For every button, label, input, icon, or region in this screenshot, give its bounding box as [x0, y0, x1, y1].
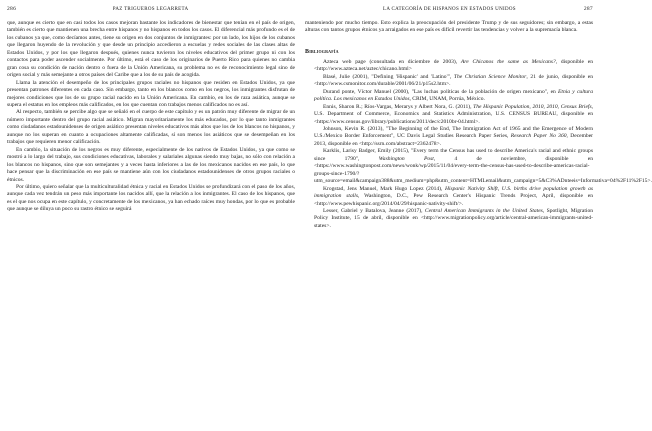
left-body [7, 20, 295, 214]
bibliography-entry: Johnson, Kevin R. (2013), "The Beginning of the End, The Immigration Act of 1965 and the Emergence of Modern U.S./Mexico Border Enforcement", UC Davis Legal Studies Research Paper Series, Research Paper No 360, December 2013, disponible en <http://ssrn.com/abstract=2362478>. [314, 125, 594, 147]
paragraph: En cambio, la situación de los negros es muy diferente, especialmente de los nativos de Estados Unidos, ya que como se mostró a lo largo del trabajo, sus condiciones educativas, laborales y salariales algunas siendo muy bajas, no sólo con relación a los blancos no hispanos, sino que son semejantes y a veces hasta inferiores a las de los mexicanos nacidos en ese país, lo que hace pensar que la discriminación en ese país se mantiene aún con los ciudadanos estadounidenses de otros grupos raciales o étnicos. [7, 146, 295, 183]
paragraph: Al respecto, también se percibe algo que se señaló en el cuerpo de este capítulo y es un patrón muy diferente de migrar de un número importante dentro del grupo racial asiático. Migran mayoritariamente los más educados, por lo que tanto inmigrantes como ciudadanos estadounidenses de origen asiático presentan niveles educativos más altos que los de los blancos no hispanos, y aunque no los superan en cuanto a ocupaciones altamente calificadas, sí son menos los asiáticos que se desempeñan en los trabajos que requieren menor calificación. [7, 109, 295, 146]
paragraph: manteniendo por mucho tiempo. Esto explica la preocupación del presidente Trump y de sus seguidores; sin embargo, a estas alturas con tantos grupos étnicos ya arraigados en ese país es difícil revertir las tendencias y volver a la supremacía blanca. [305, 20, 593, 34]
right-page [305, 6, 652, 431]
paragraph: Por último, quiero señalar que la multiculturalidad étnica y racial en Estados Unidos se profundizará con el paso de los años, aunque cada vez tendrán un peso más importante los nacidos allí, que la relación a los inmigrantes. El caso de los hispanos, que es el que nos ocupa en este capítulo, y concretamente de los mexicanos, ya han echado raíces muy hondas, por lo que es probable que aunque se diluya un poco su rastro étnico se seguirá [7, 183, 295, 213]
left-page-number: 286 [7, 6, 17, 12]
bibliography-entry: Durand ponte, Víctor Manuel (2000), "Las luchas políticas de la población de origen mexicano", en Etnia y cultura política. Los mexicanos en Estados Unidos, CRIM, UNAM, Porrúa, México. [314, 88, 593, 103]
bibliography-entry: Blasé, Julie (2001), "Defining 'Hispanic' and 'Latino'", The Christian Science Monitor, 21 de junio, disponible en <http://www.csmonitor.com/durable/2001/06/21/p15s2.htm>. [314, 73, 593, 88]
bibliography-entry: Ennis, Sharon R.; Ríos-Vargas, Merarys y Albert Nora, G. (2011), The Hispanic Population, 2010, 2010, Census Briefs, U.S. Department of Commerce, Economics and Statistics Administration, U.S. CENSUS BUREAU, disponible en <https://www.census.gov/library/publications/2011/dec/c2010br-04.html>. [314, 103, 593, 125]
bibliography-entry: Krogstad, Jens Manuel, Mark Hugo Lopez (2014), Hispanic Nativity Shift, U.S. births drive population growth as immigration stalls, Washington, D.C., Pew Research Center's Hispanic Trends Project, April, disponible en <http://www.pewhispanic.org/2014/04/29/hispanic-nativity-shift/>. [314, 185, 594, 207]
bibliography-title: Bibliografía [305, 48, 339, 55]
bibliography-entry: Karklis, Larisy Badger, Emily (2015), "Every term the Census has used to describe America's racial and ethnic groups since 1790", Washington Post, 4 de noviembre, disponible en <https://www.washingtonpost.com/news/wonk/wp/2015/11/04/every-term-the-census-has-used-to-describe-americas-racial-groups-since-1790/?utm_source=email&campaign388&utm_medium=php&utm_content=HTMLemail&utm_campaign=5&C3%ADnteeis=Informativa=04%2F11%2F15>. [314, 148, 652, 185]
left-header [7, 6, 295, 14]
bibliography-entry: Azteca web page (consultada en diciembre de 2003), Are Chicanos the same as Mexicans?, disponible en <http://www.azteca.net/aztec/chicano.html> [314, 58, 593, 73]
paragraph: que, aunque es cierto que en casi todos los casos mejoran bastante los indicadores de bienestar que tenían en el país de origen, también es cierto que mantienen una brecha entre hispanos y no hispanos en todos los casos. El diferencial más profundo es el de los cubanos ya que, como decíamos antes, tiene su origen en dos conjuntos de inmigrantes: por un lado, los hijos de los cubanos que llegaron huyendo de la revolución y que desde un principio accedieron a escuelas y redes sociales de las clases altas de Estados Unidos, y por los que llegaron después, quienes nunca tuvieron los niveles educativos del primer grupo ni con los contactos para poder ascender socialmente. Por último, está el caso de los originarios de Puerto Rico para quienes no cambia gran cosa su condición de nación dentro o fuera de la Unión Americana, su problema no es de reconocimiento legal sino de origen social y más semejante a otros países del Caribe que a los de su país de acogida. [7, 20, 295, 79]
right-header [305, 6, 593, 14]
paragraph: Llama la atención el desempeño de los principales grupos raciales no hispanos que residen en Estados Unidos, ya que presentan patrones diferentes en cada caso. Sin embargo, tanto en los blancos como en los negros, los inmigrantes disfrutan de mejores condiciones que los de su grupo racial nacido en la Unión Americana. En cambio, en los de raza asiática, aunque se supera el estatus en los empleos más calificados, en los que cuentan con trabajos menos calificados no es así. [7, 79, 295, 108]
right-running-head: LA CATEGORÍA DE HISPANOS EN ESTADOS UNIDOS [382, 7, 516, 12]
bibliography-list [305, 58, 652, 230]
left-running-head: PAZ TRIGUEROS LEGARRETA [112, 7, 189, 12]
right-body [305, 20, 652, 230]
bibliography-entry: Lesser, Gabriel y Batalova, Jeanne (2017), Central American Immigrants in the United States, Spotlight, Migration Policy Institute, 15 de abril, disponible en <http://www.migrationpolicy.org/article/central-american-immigrants-united-states>. [314, 207, 593, 229]
right-page-number: 287 [583, 6, 593, 12]
left-page [7, 6, 295, 431]
